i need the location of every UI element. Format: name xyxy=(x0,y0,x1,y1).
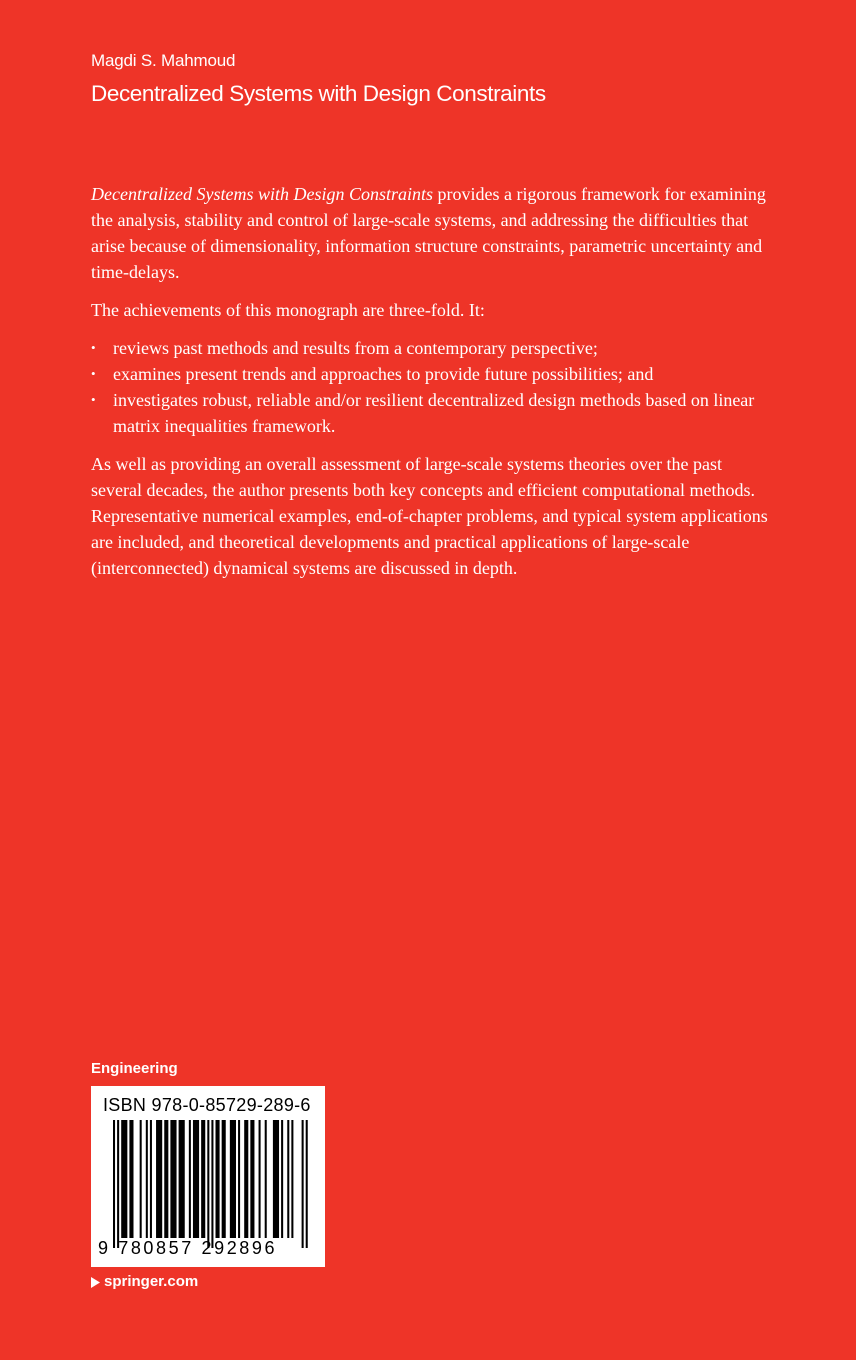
barcode-bar xyxy=(222,1120,226,1238)
barcode-bar xyxy=(113,1120,115,1248)
list-item-text: investigates robust, reliable and/or resilient decentralized design methods based on linear matrix inequalities framework. xyxy=(113,390,755,436)
description xyxy=(91,181,774,593)
barcode-bar xyxy=(291,1120,293,1238)
intro-book-title: Decentralized Systems with Design Constraints xyxy=(91,184,433,204)
list-item xyxy=(91,361,774,387)
barcode-bar xyxy=(146,1120,148,1238)
isbn-barcode xyxy=(91,1086,325,1267)
barcode-bar xyxy=(302,1120,304,1248)
barcode-bar xyxy=(230,1120,236,1238)
list-item-text: reviews past methods and results from a contemporary perspective; xyxy=(113,338,598,358)
barcode-bar xyxy=(287,1120,289,1238)
intro-text: provides a rigorous framework for examining the analysis, stability and control of large-scale systems, and addressing the difficulties that arise because of dimensionality, information structure constraints, parametric uncertainty and time-delays. xyxy=(91,184,766,282)
book-title: Decentralized Systems with Design Constraints xyxy=(91,81,546,106)
achievements-lead: The achievements of this monograph are three-fold. It: xyxy=(91,300,485,320)
barcode-bar xyxy=(244,1120,248,1238)
intro-paragraph xyxy=(91,181,774,285)
website-link[interactable] xyxy=(91,1273,198,1291)
barcode-bar xyxy=(129,1120,133,1238)
barcode-bar xyxy=(121,1120,127,1238)
barcode-bar xyxy=(156,1120,162,1238)
barcode-bar xyxy=(250,1120,254,1238)
isbn-label: ISBN 978-0-85729-289-6 xyxy=(103,1095,311,1115)
barcode-bar xyxy=(207,1120,209,1248)
list-item xyxy=(91,335,774,361)
arrow-right-icon xyxy=(91,1277,100,1288)
barcode-bar xyxy=(238,1120,240,1238)
list-item-text: examines present trends and approaches to provide future possibilities; and xyxy=(113,364,654,384)
closing-paragraph: As well as providing an overall assessment of large-scale systems theories over the past several decades, the author presents both key concepts and efficient computational methods. Representative numerical examples, end-of-chapter problems, and typical system applications are included, and theoretical developments and practical applications of large-scale (interconnected) dynamical systems are discussed in depth. xyxy=(91,454,768,578)
barcode-bar xyxy=(306,1120,308,1248)
bullet-icon: • xyxy=(91,366,96,381)
barcode-bar xyxy=(216,1120,220,1238)
barcode-bar xyxy=(265,1120,267,1238)
bullet-icon: • xyxy=(91,392,96,407)
barcode-bar xyxy=(150,1120,152,1238)
barcode-bar xyxy=(189,1120,191,1238)
author-name: Magdi S. Mahmoud xyxy=(91,51,236,70)
list-item xyxy=(91,387,774,439)
barcode-bar xyxy=(164,1120,168,1238)
achievements-list xyxy=(91,335,774,439)
barcode-bar xyxy=(179,1120,185,1238)
barcode-bar xyxy=(259,1120,261,1238)
barcode-bar xyxy=(211,1120,213,1248)
barcode-bar xyxy=(281,1120,283,1238)
bullet-icon: • xyxy=(91,340,96,355)
barcode-bar xyxy=(140,1120,142,1238)
subject-category: Engineering xyxy=(91,1060,178,1077)
barcode-bar xyxy=(193,1120,199,1238)
barcode-bar xyxy=(117,1120,119,1248)
barcode-bar xyxy=(273,1120,279,1238)
ean-digits: 9 780857 292896 xyxy=(98,1238,278,1258)
website-text: springer.com xyxy=(104,1273,199,1290)
barcode-bar xyxy=(201,1120,205,1238)
barcode-bar xyxy=(170,1120,176,1238)
